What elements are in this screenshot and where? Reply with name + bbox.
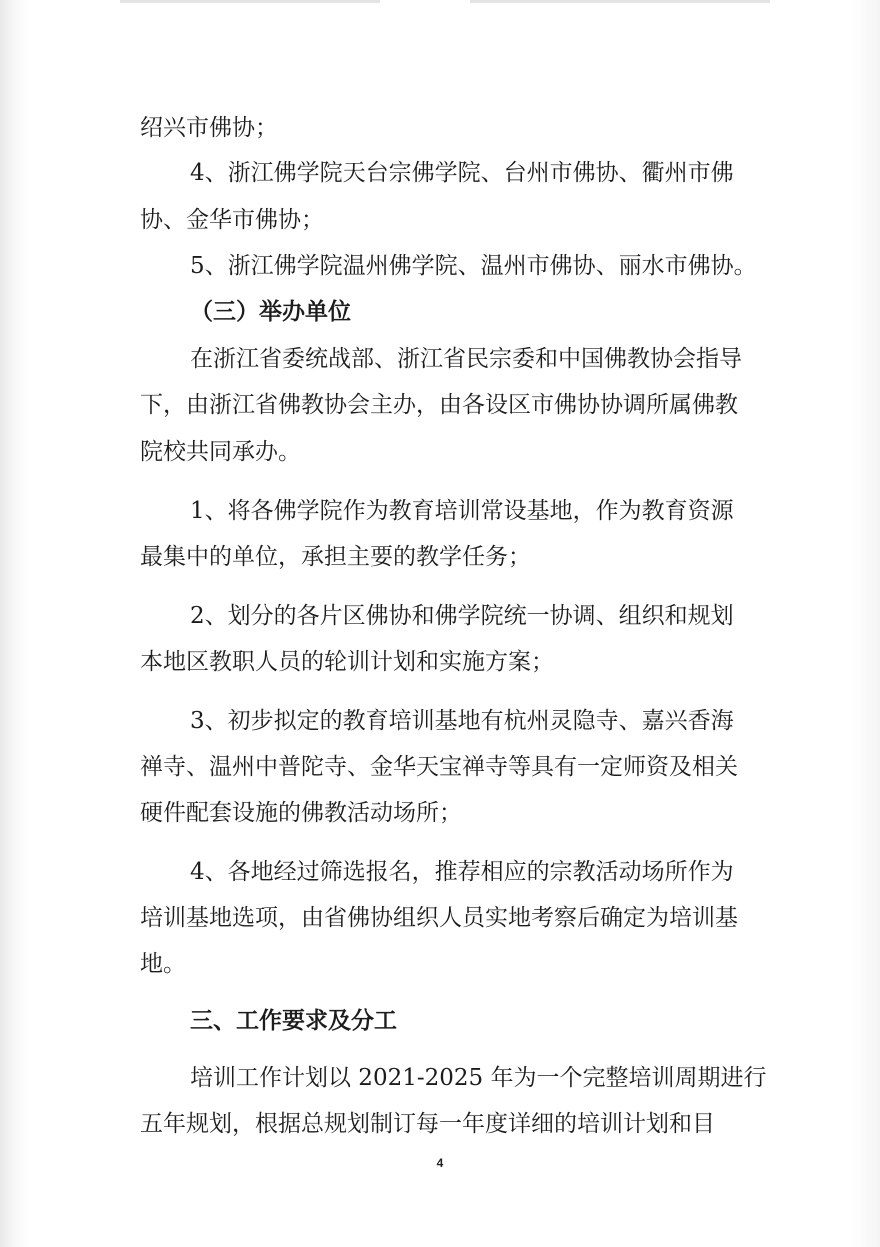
text-line-17: 培训基地选项，由省佛协组织人员实地考察后确定为培训基 — [140, 905, 738, 931]
text-line-12: 本地区教职人员的轮训计划和实施方案； — [140, 649, 554, 675]
text-line-9: 1、将各佛学院作为教育培训常设基地，作为教育资源 — [190, 498, 734, 524]
text-line-20: 培训工作计划以 2021-2025 年为一个完整培训周期进行 — [190, 1065, 767, 1091]
text-line-2: 4、浙江佛学院天台宗佛学院、台州市佛协、衢州市佛 — [190, 160, 734, 186]
text-line-13: 3、初步拟定的教育培训基地有杭州灵隐寺、嘉兴香海 — [190, 708, 734, 734]
text-line-14: 禅寺、温州中普陀寺、金华天宝禅寺等具有一定师资及相关 — [140, 754, 738, 780]
text-line-4: 5、浙江佛学院温州佛学院、温州市佛协、丽水市佛协。 — [190, 253, 757, 279]
text-line-8: 院校共同承办。 — [140, 439, 301, 465]
text-line-10: 最集中的单位，承担主要的教学任务； — [140, 544, 531, 570]
page-number: 4 — [436, 1156, 444, 1170]
text-line-11: 2、划分的各片区佛协和佛学院统一协调、组织和规划 — [190, 603, 734, 629]
text-line-7: 下，由浙江省佛教协会主办，由各设区市佛协协调所属佛教 — [140, 392, 738, 418]
text-line-6: 在浙江省委统战部、浙江省民宗委和中国佛教协会指导 — [190, 346, 742, 372]
scan-artifact — [120, 0, 380, 3]
text-line-16: 4、各地经过筛选报名，推荐相应的宗教活动场所作为 — [190, 859, 734, 885]
text-line-1: 绍兴市佛协； — [140, 115, 278, 141]
text-line-15: 硬件配套设施的佛教活动场所； — [140, 800, 462, 826]
scan-artifact — [470, 0, 770, 3]
section-heading-requirements: 三、工作要求及分工 — [190, 1007, 397, 1034]
section-heading-sponsor: （三）举办单位 — [190, 298, 351, 325]
text-line-3: 协、金华市佛协； — [140, 207, 324, 233]
text-line-21: 五年规划，根据总规划制订每一年度详细的培训计划和目 — [140, 1111, 715, 1137]
text-line-18: 地。 — [140, 951, 186, 977]
